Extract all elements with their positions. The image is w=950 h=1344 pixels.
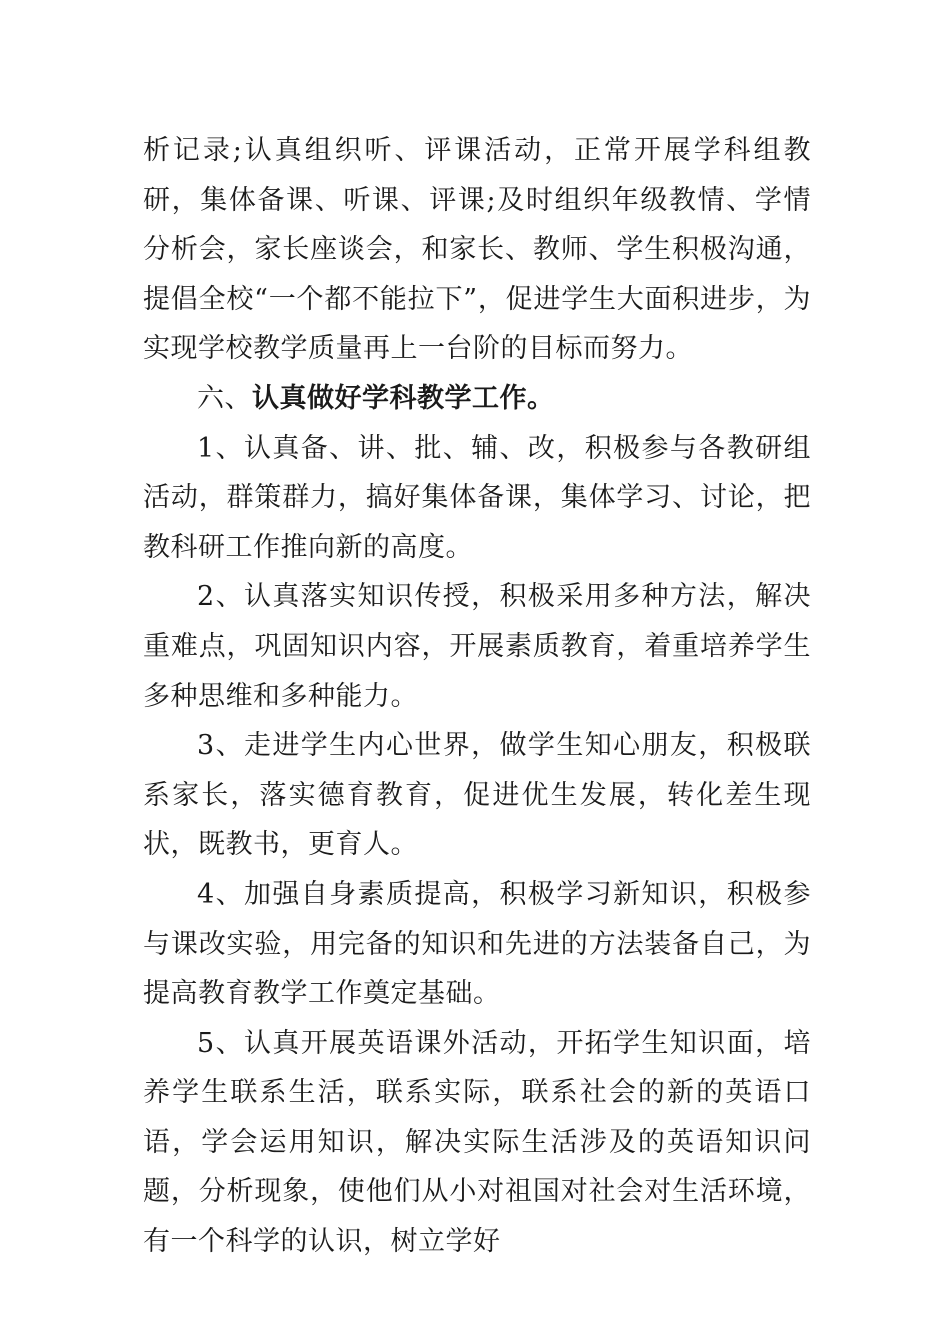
list-item: 2、认真落实知识传授，积极采用多种方法，解决重难点，巩固知识内容，开展素质教育，着重培养学生多种思维和多种能力。 xyxy=(143,581,811,712)
section-heading-number: 六、 xyxy=(197,382,252,414)
list-item: 4、加强自身素质提高，积极学习新知识，积极参与课改实验，用完备的知识和先进的方法装备自己，为提高教育教学工作奠定基础。 xyxy=(143,878,811,1010)
list-item: 5、认真开展英语课外活动，开拓学生知识面，培养学生联系生活，联系实际，联系社会的新的英语口语，学会运用知识，解决实际生活涉及的英语知识问题，分析现象，使他们从小对祖国对社会对生活环境，有一个科学的认识，树立学好 xyxy=(143,1027,811,1258)
continuation-paragraph: 析记录;认真组织听、评课活动，正常开展学科组教研，集体备课、听课、评课;及时组织年级教情、学情分析会，家长座谈会，和家长、教师、学生积极沟通，提倡全校“一个都不能拉下”，促进学生大面积进步，为实现学校教学质量再上一台阶的目标而努力。 xyxy=(143,135,811,365)
list-item: 3、走进学生内心世界，做学生知心朋友，积极联系家长，落实德育教育，促进优生发展，转化差生现状，既教书，更育人。 xyxy=(143,730,811,861)
section-heading xyxy=(143,374,811,424)
section-heading-title: 认真做好学科教学工作。 xyxy=(252,382,555,414)
list-item: 1、认真备、讲、批、辅、改，积极参与各教研组活动，群策群力，搞好集体备课，集体学习、讨论，把教科研工作推向新的高度。 xyxy=(143,432,811,563)
document-body xyxy=(143,126,811,1267)
